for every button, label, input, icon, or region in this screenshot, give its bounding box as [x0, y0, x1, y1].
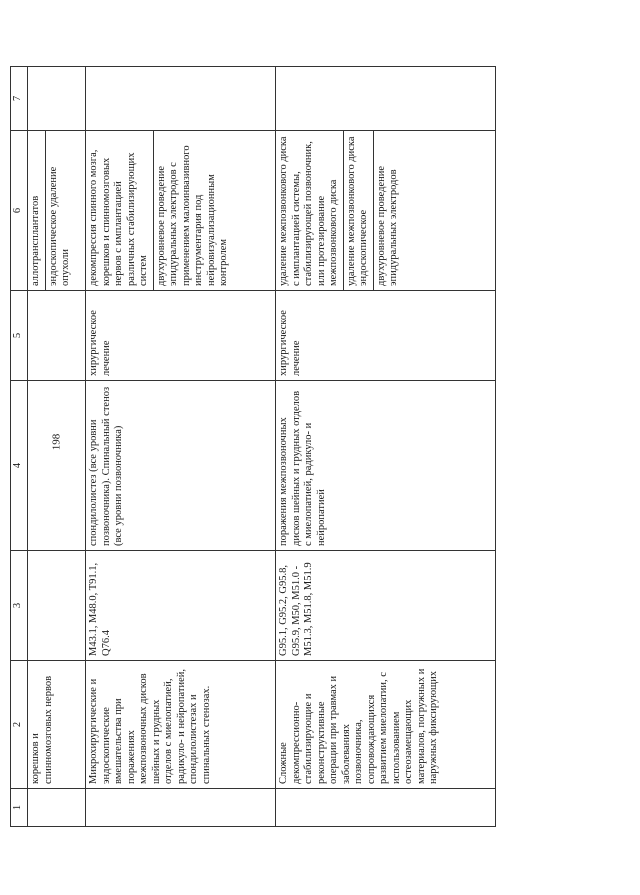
- cell-treatment: [28, 291, 86, 381]
- cell-name: Сложные декомпрессионно-стабилизирующие и реконструктивные операции при травмах и заболеваниях позвоночника, сопровождающихся развитием миелопатии, с использованием остеозамещающих материалов, погружных и наружных фиксирующих: [276, 661, 496, 789]
- rotated-table-container: [10, 67, 530, 827]
- col-header-7: 7: [11, 67, 28, 131]
- cell-cost: [28, 67, 86, 131]
- col-header-1: 1: [11, 789, 28, 827]
- procedures-table: [10, 66, 496, 827]
- cell-method: [28, 131, 86, 291]
- col-header-6: 6: [11, 131, 28, 291]
- cell-codes: M43.1, M48.0, T91.1, Q76.4: [86, 551, 276, 661]
- cell-model: спондилолистез (все уровни позвоночника). Спинальный стеноз (все уровни позвоночника): [86, 381, 276, 551]
- cell-name: корешков и спинномозговых нервов: [28, 661, 86, 789]
- table-row: [276, 67, 496, 827]
- cell-codes: G95.1, G95.2, G95.8, G95.9, M50, M51.0 - M51.3, M51.8, M51.9: [276, 551, 496, 661]
- table-row: [86, 67, 276, 827]
- cell-method: [86, 131, 276, 291]
- cell-model: поражения межпозвоночных дисков шейных и грудных отделов с миелопатией, радикуло- и нейропатией: [276, 381, 496, 551]
- method-item: аллотрансплантатов: [30, 195, 41, 286]
- col-header-4: 4: [11, 381, 28, 551]
- cell-treatment: хирургическое лечение: [276, 291, 496, 381]
- header-row: [11, 67, 28, 827]
- cell-codes: [28, 551, 86, 661]
- cell-number: [86, 789, 276, 827]
- cell-method: [276, 131, 496, 291]
- table-row: [28, 67, 86, 827]
- cell-number: [28, 789, 86, 827]
- cell-number: [276, 789, 496, 827]
- cell-treatment: хирургическое лечение: [86, 291, 276, 381]
- cell-cost: [276, 67, 496, 131]
- method-item: удаление межпозвонкового диска эндоскопическое: [343, 131, 373, 290]
- page-number: 198: [50, 433, 63, 451]
- method-item: удаление межпозвонкового диска с имплантацией системы, стабилизирующей позвоночник, или протезирование межпозвонкового диска: [278, 136, 339, 286]
- cell-name: Микрохирургические и эндоскопические вмешательства при поражениях межпозвоночных дисков шейных и грудных отделов с миелопатией, радикуло- и нейропатией, спондилолистезах и спинальных стенозах.: [86, 661, 276, 789]
- method-item: двухуровневое проведение эпидуральных электродов с применением малоинвазивного инструментария под нейровизуализационным контролем: [153, 131, 233, 290]
- cell-model: [28, 381, 86, 551]
- col-header-2: 2: [11, 661, 28, 789]
- col-header-3: 3: [11, 551, 28, 661]
- method-item: эндоскопическое удаление опухоли: [45, 131, 75, 290]
- cell-cost: [86, 67, 276, 131]
- method-item: декомпрессия спинного мозга, корешков и спинномозговых нервов с имплантацией различных стабилизирующих систем: [88, 149, 149, 286]
- col-header-5: 5: [11, 291, 28, 381]
- method-item: двухуровневое проведение эпидуральных электродов: [373, 131, 403, 290]
